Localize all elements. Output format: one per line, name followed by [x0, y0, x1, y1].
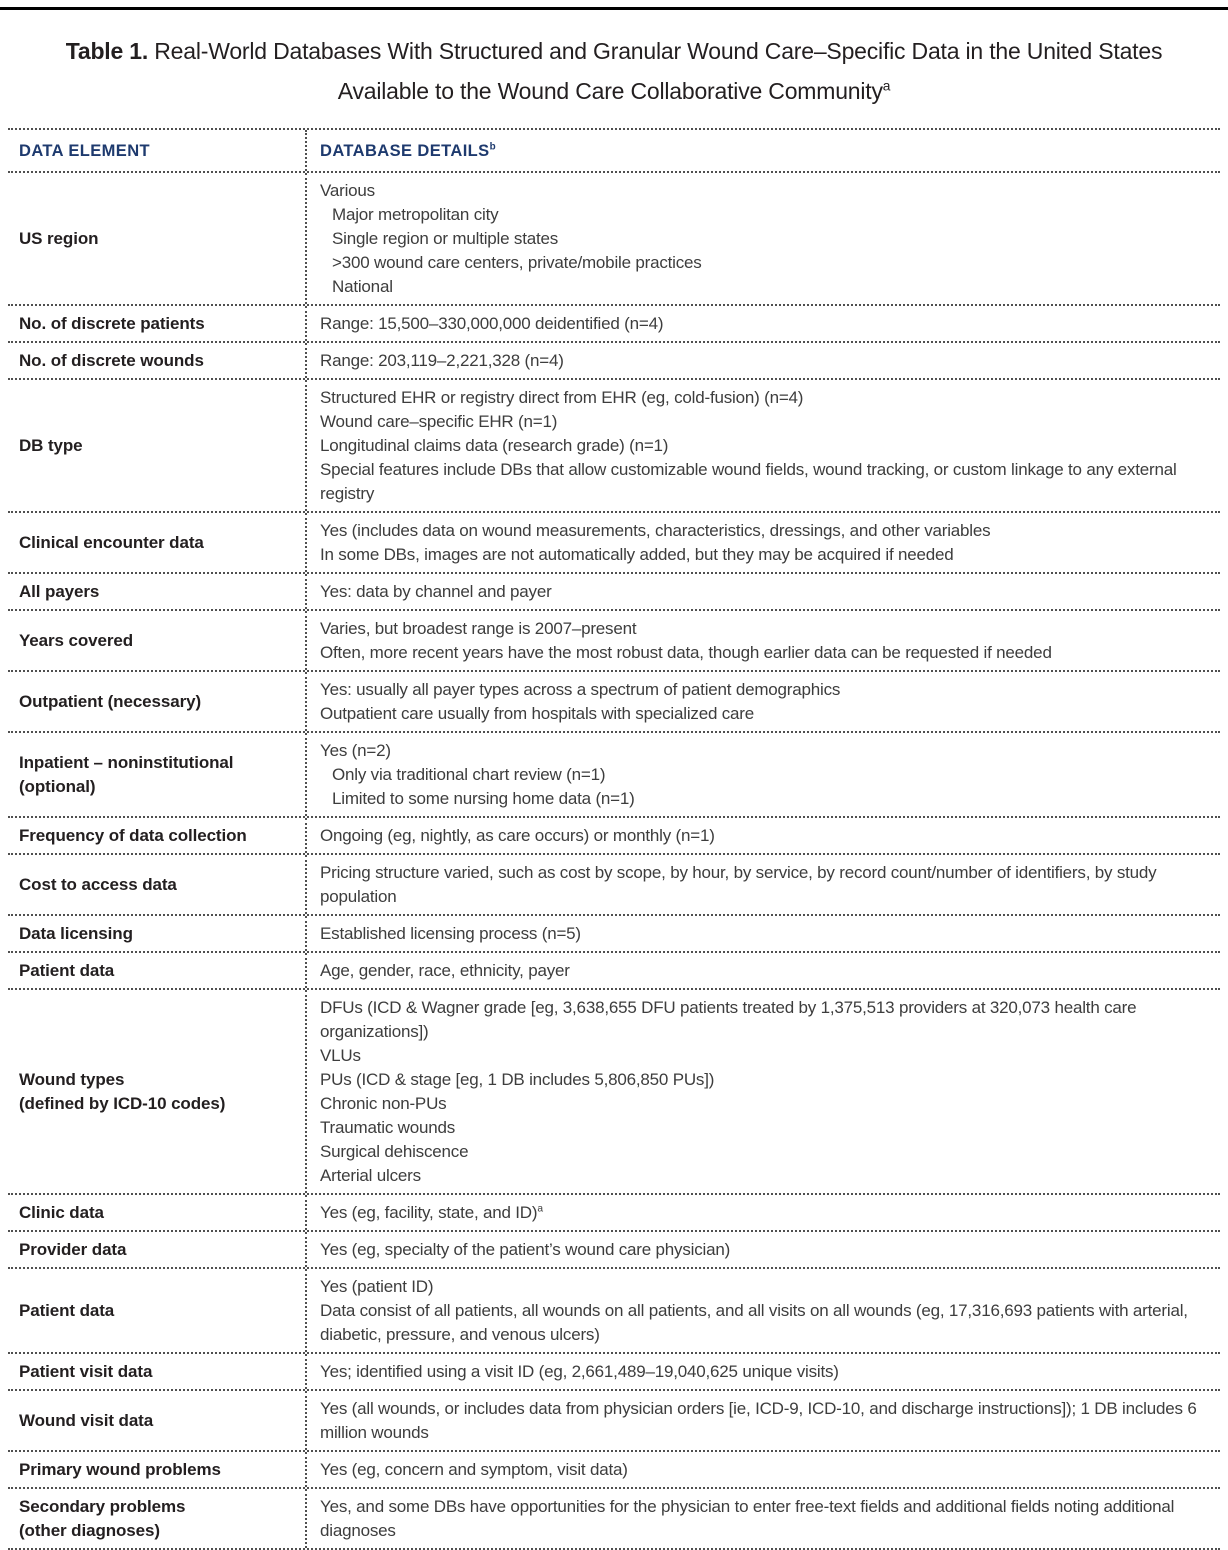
detail-line: Major metropolitan city	[332, 204, 499, 224]
database-details-cell	[305, 1452, 1220, 1487]
table-row	[8, 574, 1220, 611]
data-element-cell	[8, 574, 305, 609]
data-element-cell	[8, 953, 305, 988]
detail-line: Yes (includes data on wound measurements, characteristics, dressings, and other variables	[320, 520, 991, 540]
detail-line: Yes; identified using a visit ID (eg, 2,661,489–19,040,625 unique visits)	[320, 1361, 839, 1381]
detail-line: Yes (all wounds, or includes data from physician orders [ie, ICD-9, ICD-10, and discharge instructions]); 1 DB includes 6 million wounds	[320, 1398, 1197, 1442]
data-element-label: Clinical encounter data	[19, 532, 204, 552]
data-element-label: Years covered	[19, 630, 134, 650]
data-element-label: Primary wound problems	[19, 1459, 221, 1479]
data-element-label: Secondary problems	[19, 1496, 186, 1516]
table-row	[8, 611, 1220, 672]
detail-line: Yes (patient ID)	[320, 1276, 434, 1296]
table-row	[8, 343, 1220, 380]
detail-line: Special features include DBs that allow customizable wound fields, wound tracking, or custom linkage to any external registry	[320, 459, 1177, 503]
detail-line: Outpatient care usually from hospitals with specialized care	[320, 703, 754, 723]
table-row	[8, 1452, 1220, 1489]
data-element-label: Frequency of data collection	[19, 825, 247, 845]
data-element-cell	[8, 1354, 305, 1389]
table-number: Table 1.	[65, 38, 149, 64]
data-element-cell	[8, 1391, 305, 1450]
database-details-cell	[305, 1489, 1220, 1548]
data-element-label: All payers	[19, 581, 100, 601]
table-row	[8, 916, 1220, 953]
table-row	[8, 306, 1220, 343]
detail-line: Yes: usually all payer types across a spectrum of patient demographics	[320, 679, 841, 699]
data-element-label: US region	[19, 228, 99, 248]
detail-line: Varies, but broadest range is 2007–present	[320, 618, 637, 638]
table-row	[8, 173, 1220, 306]
detail-line: Pricing structure varied, such as cost by scope, by hour, by service, by record count/number of identifiers, by study population	[320, 862, 1157, 906]
detail-line: VLUs	[320, 1045, 361, 1065]
data-element-cell	[8, 990, 305, 1193]
database-details-cell	[305, 343, 1220, 378]
database-details-cell	[305, 953, 1220, 988]
detail-line: Longitudinal claims data (research grade) (n=1)	[320, 435, 669, 455]
data-element-cell	[8, 1232, 305, 1267]
table-body	[8, 173, 1220, 1550]
detail-line: Often, more recent years have the most robust data, though earlier data can be requested if needed	[320, 642, 1052, 662]
database-details-cell	[305, 990, 1220, 1193]
page	[0, 7, 1228, 1550]
database-details-cell	[305, 513, 1220, 572]
detail-line: Only via traditional chart review (n=1)	[332, 764, 606, 784]
data-element-label: (defined by ICD-10 codes)	[19, 1093, 226, 1113]
column-header-database-details	[305, 130, 1220, 171]
data-element-cell	[8, 173, 305, 304]
table-title-line2	[14, 71, 1214, 111]
database-details-cell	[305, 1195, 1220, 1230]
detail-line: Age, gender, race, ethnicity, payer	[320, 960, 570, 980]
data-element-label: Clinic data	[19, 1202, 104, 1222]
table-row	[8, 672, 1220, 733]
detail-line: Yes (n=2)	[320, 740, 391, 760]
top-rule	[0, 7, 1228, 10]
data-element-cell	[8, 733, 305, 816]
database-details-cell	[305, 611, 1220, 670]
column-header-data-element	[8, 130, 305, 171]
detail-line: Yes (eg, concern and symptom, visit data)	[320, 1459, 628, 1479]
detail-line: Structured EHR or registry direct from EHR (eg, cold-fusion) (n=4)	[320, 387, 804, 407]
data-element-cell	[8, 611, 305, 670]
table-row	[8, 818, 1220, 855]
detail-line: In some DBs, images are not automatically added, but they may be acquired if needed	[320, 544, 954, 564]
table-title	[14, 31, 1214, 111]
detail-line: >300 wound care centers, private/mobile practices	[332, 252, 702, 272]
table-row	[8, 380, 1220, 513]
detail-line: Established licensing process (n=5)	[320, 923, 581, 943]
table-title-text-2: Available to the Wound Care Collaborative Community	[337, 78, 883, 104]
data-element-label: Inpatient – noninstitutional	[19, 752, 234, 772]
table-row	[8, 990, 1220, 1195]
data-element-label: Cost to access data	[19, 874, 177, 894]
table-row	[8, 513, 1220, 574]
data-element-label: Patient data	[19, 1300, 115, 1320]
database-details-cell	[305, 916, 1220, 951]
detail-line: National	[332, 276, 393, 296]
column-header-data-element-label: DATA ELEMENT	[19, 142, 150, 160]
table-row	[8, 1489, 1220, 1550]
database-details-cell	[305, 818, 1220, 853]
database-details-cell	[305, 733, 1220, 816]
detail-line: Arterial ulcers	[320, 1165, 421, 1185]
data-element-cell	[8, 1269, 305, 1352]
detail-line: Limited to some nursing home data (n=1)	[332, 788, 635, 808]
detail-line: Various	[320, 180, 375, 200]
data-element-cell	[8, 306, 305, 341]
table-row	[8, 733, 1220, 818]
data-element-cell	[8, 916, 305, 951]
table-title-text-1: Real-World Databases With Structured and Granular Wound Care–Specific Data in the United States	[154, 38, 1163, 64]
detail-line: Surgical dehiscence	[320, 1141, 469, 1161]
data-element-label: (other diagnoses)	[19, 1520, 160, 1540]
data-element-label: DB type	[19, 435, 83, 455]
table-row	[8, 1269, 1220, 1354]
detail-line: Yes (eg, specialty of the patient’s wound care physician)	[320, 1239, 731, 1259]
database-details-cell	[305, 173, 1220, 304]
database-details-cell	[305, 380, 1220, 511]
detail-line: Wound care–specific EHR (n=1)	[320, 411, 558, 431]
database-details-cell	[305, 1232, 1220, 1267]
table-row	[8, 1354, 1220, 1391]
detail-line: Yes, and some DBs have opportunities for the physician to enter free-text fields and additional fields noting additional diagnoses	[320, 1496, 1175, 1540]
data-element-label: (optional)	[19, 776, 96, 796]
table-title-line1	[14, 31, 1214, 71]
detail-line: Yes (eg, facility, state, and ID)$^a$	[320, 1202, 543, 1222]
database-details-cell	[305, 574, 1220, 609]
table-row	[8, 1232, 1220, 1269]
data-element-label: No. of discrete wounds	[19, 350, 204, 370]
detail-line: Chronic non-PUs	[320, 1093, 447, 1113]
data-element-cell	[8, 343, 305, 378]
detail-line: Range: 203,119–2,221,328 (n=4)	[320, 350, 564, 370]
database-details-cell	[305, 1391, 1220, 1450]
data-element-label: Provider data	[19, 1239, 127, 1259]
data-element-cell	[8, 380, 305, 511]
column-header-database-details-label: DATABASE DETAILS	[320, 142, 490, 160]
title-footnote-marker: a	[882, 78, 891, 94]
data-element-label: Wound types	[19, 1069, 125, 1089]
data-element-cell	[8, 1489, 305, 1548]
data-element-label: Outpatient (necessary)	[19, 691, 202, 711]
footnote-marker: a	[537, 1202, 543, 1214]
detail-line: Yes: data by channel and payer	[320, 581, 552, 601]
database-details-cell	[305, 855, 1220, 914]
table-header-row	[8, 128, 1220, 173]
data-element-label: Data licensing	[19, 923, 133, 943]
database-details-cell	[305, 1269, 1220, 1352]
data-element-label: Patient data	[19, 960, 115, 980]
detail-line: Data consist of all patients, all wounds on all patients, and all visits on all wounds (eg, 17,316,693 patients with arterial, diabetic, pressure, and venous ulcers)	[320, 1300, 1188, 1344]
header-footnote-marker: b	[489, 141, 497, 153]
data-element-label: Wound visit data	[19, 1410, 154, 1430]
detail-line: Traumatic wounds	[320, 1117, 456, 1137]
table-row	[8, 1391, 1220, 1452]
detail-line: Single region or multiple states	[332, 228, 559, 248]
detail-line: Ongoing (eg, nightly, as care occurs) or monthly (n=1)	[320, 825, 715, 845]
database-details-cell	[305, 306, 1220, 341]
data-table	[8, 128, 1220, 1550]
detail-line: DFUs (ICD & Wagner grade [eg, 3,638,655 DFU patients treated by 1,375,513 providers at 320,073 health care organizations])	[320, 997, 1137, 1041]
table-row	[8, 1195, 1220, 1232]
data-element-cell	[8, 513, 305, 572]
data-element-cell	[8, 672, 305, 731]
data-element-label: No. of discrete patients	[19, 313, 205, 333]
detail-line: PUs (ICD & stage [eg, 1 DB includes 5,806,850 PUs])	[320, 1069, 715, 1089]
table-row	[8, 855, 1220, 916]
data-element-cell	[8, 1195, 305, 1230]
data-element-cell	[8, 855, 305, 914]
table-row	[8, 953, 1220, 990]
data-element-cell	[8, 1452, 305, 1487]
database-details-cell	[305, 1354, 1220, 1389]
database-details-cell	[305, 672, 1220, 731]
detail-line: Range: 15,500–330,000,000 deidentified (n=4)	[320, 313, 664, 333]
data-element-cell	[8, 818, 305, 853]
data-element-label: Patient visit data	[19, 1361, 153, 1381]
